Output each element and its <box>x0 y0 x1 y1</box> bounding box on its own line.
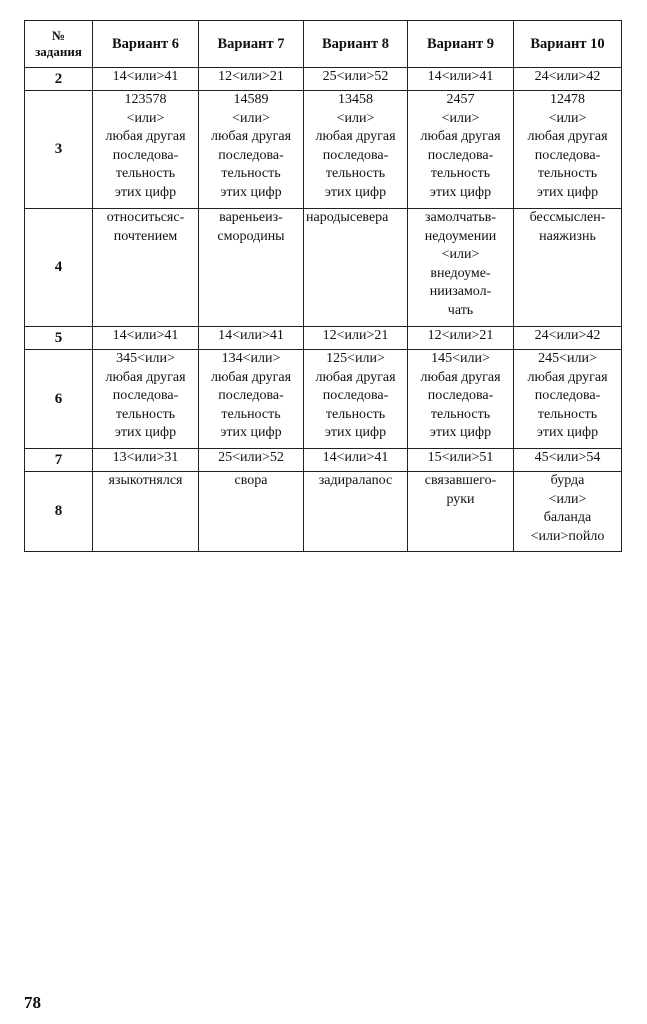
variant-header: Вариант 9 <box>408 21 514 68</box>
answer-cell: 45<или>54 <box>514 449 622 472</box>
task-number: 3 <box>25 91 93 209</box>
variant-header: Вариант 10 <box>514 21 622 68</box>
task-number: 7 <box>25 449 93 472</box>
answer-cell: 245<или> любая другая последова- тельность этих цифр <box>514 350 622 449</box>
answer-cell: 24<или>42 <box>514 327 622 350</box>
task-number: 2 <box>25 68 93 91</box>
answer-cell: 14<или>41 <box>199 327 304 350</box>
answer-cell: 14<или>41 <box>408 68 514 91</box>
answer-cell: 134<или> любая другая последова- тельность этих цифр <box>199 350 304 449</box>
variant-header: Вариант 7 <box>199 21 304 68</box>
answer-cell: 2457 <или> любая другая последова- тельность этих цифр <box>408 91 514 209</box>
table-row <box>25 68 622 91</box>
page-number: 78 <box>24 993 41 1012</box>
answer-cell: 25<или>52 <box>199 449 304 472</box>
answer-cell: вареньеиз- смородины <box>199 209 304 327</box>
variant-header: Вариант 8 <box>304 21 408 68</box>
table-row <box>25 472 622 552</box>
table-row <box>25 449 622 472</box>
table-row <box>25 350 622 449</box>
table-row <box>25 91 622 209</box>
header-row <box>25 21 622 68</box>
answer-cell: свора <box>199 472 304 552</box>
answer-cell: бессмыслен- наяжизнь <box>514 209 622 327</box>
answer-cell: 345<или> любая другая последова- тельность этих цифр <box>93 350 199 449</box>
answer-cell: 14<или>41 <box>93 327 199 350</box>
task-number-header: № задания <box>25 21 93 68</box>
answer-cell: народысевера <box>304 209 408 327</box>
answer-cell: 14<или>41 <box>304 449 408 472</box>
answer-cell: 125<или> любая другая последова- тельность этих цифр <box>304 350 408 449</box>
table-row <box>25 327 622 350</box>
task-number: 6 <box>25 350 93 449</box>
answer-cell: 15<или>51 <box>408 449 514 472</box>
answer-cell: 12<или>21 <box>304 327 408 350</box>
answer-cell: 13458 <или> любая другая последова- тельность этих цифр <box>304 91 408 209</box>
table-row <box>25 209 622 327</box>
answer-cell: задиралanос <box>304 472 408 552</box>
task-number: 4 <box>25 209 93 327</box>
answer-table <box>24 20 622 552</box>
task-number: 8 <box>25 472 93 552</box>
variant-header: Вариант 6 <box>93 21 199 68</box>
task-number: 5 <box>25 327 93 350</box>
answer-cell: 123578 <или> любая другая последова- тельность этих цифр <box>93 91 199 209</box>
answer-cell: замолчатьв- недоумении <или> внедоуме- ниизамол- чать <box>408 209 514 327</box>
answer-cell: бурда <или> баланда <или>пойло <box>514 472 622 552</box>
answer-cell: 13<или>31 <box>93 449 199 472</box>
answer-cell: 12478 <или> любая другая последова- тельность этих цифр <box>514 91 622 209</box>
answer-cell: 14589 <или> любая другая последова- тельность этих цифр <box>199 91 304 209</box>
answer-cell: 25<или>52 <box>304 68 408 91</box>
answer-cell: 12<или>21 <box>408 327 514 350</box>
answer-cell: 12<или>21 <box>199 68 304 91</box>
answer-cell: относитьсяс- почтением <box>93 209 199 327</box>
answer-cell: 24<или>42 <box>514 68 622 91</box>
answer-cell: 145<или> любая другая последова- тельность этих цифр <box>408 350 514 449</box>
answer-cell: 14<или>41 <box>93 68 199 91</box>
answer-cell: языкотнялся <box>93 472 199 552</box>
answer-cell: связавшего- руки <box>408 472 514 552</box>
